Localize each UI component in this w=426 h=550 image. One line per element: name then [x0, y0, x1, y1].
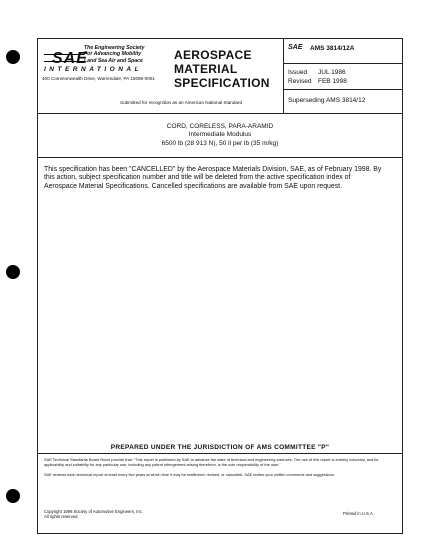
issued-date: JUL 1986 — [318, 69, 346, 76]
tagline-line: Land Sea Air and Space — [84, 57, 143, 64]
society-address: 400 Commonwealth Drive, Warrendale, PA 15096-0001 — [42, 76, 155, 81]
legal-paragraph: SAE reviews each technical report at least every five years at which time it may be reaffirmed, revised, or cancelled. SAE invites your written comments and suggestions. — [44, 471, 335, 477]
international-label: INTERNATIONAL — [44, 66, 143, 73]
legal-paragraph: SAE Technical Standards Board Rules provide that: "This report is published by SAE to advance the state of technical and engineering sciences. The use of this report is entirely voluntary, and its applicability and suitability for any particular use, including any patent infringement arising therefrom, is the sole responsibility of the user." — [44, 457, 379, 468]
title-line: MATERIAL — [174, 62, 238, 76]
subject-line: CORD, CORELESS, PARA-ARAMID — [166, 123, 274, 130]
revised-label: Revised — [288, 78, 312, 85]
document-type-title — [174, 48, 270, 90]
cancellation-notice: This specification has been "CANCELLED" by the Aerospace Materials Division, SAE, as of February 1998. By this action, subject specification number and title will be deleted from the active specification index of Aerospace Material Specifications. Cancelled specifications are available from SAE upon request. — [44, 166, 382, 190]
binder-hole-bottom — [6, 489, 20, 503]
header-right — [283, 39, 403, 113]
small-sae-logo-icon: SAE — [288, 44, 303, 51]
document-number: AMS 3814/12A — [310, 45, 355, 52]
printed-in: Printed in U.S.A. — [343, 511, 374, 516]
document-header — [38, 39, 402, 114]
jurisdiction-statement: PREPARED UNDER THE JURISDICTION OF AMS COMMITTEE "P" — [110, 444, 330, 451]
tagline-line: For Advancing Mobility — [84, 51, 142, 58]
copyright-line: Copyright 1998 Society of Automotive Engineers, Inc. — [44, 509, 143, 514]
divider — [284, 63, 403, 64]
issued-row — [288, 69, 346, 76]
subject-line: 6500 lb (28 913 N), 50 ll per lb (35 m/kg) — [161, 139, 279, 147]
title-line: SPECIFICATION — [174, 76, 270, 90]
divider — [38, 453, 402, 454]
superseding-note: Superseding AMS 3814/12 — [288, 97, 366, 104]
ansi-submission-note: Submitted for recognition as an American National Standard — [120, 100, 243, 105]
revised-date: FEB 1998 — [318, 78, 347, 85]
specification-sheet — [37, 38, 403, 534]
legal-notice — [44, 457, 394, 477]
issued-label: Issued — [288, 69, 308, 76]
copyright-notice — [44, 509, 143, 520]
tagline-line: The Engineering Society — [84, 45, 145, 51]
sae-logo-icon — [44, 46, 88, 67]
binder-hole-top — [6, 50, 20, 64]
divider — [284, 89, 403, 90]
title-line: AEROSPACE — [174, 48, 252, 62]
divider — [38, 157, 402, 158]
subject-line: Intermediate Modulus — [188, 131, 252, 139]
copyright-line: All rights reserved. — [44, 514, 79, 520]
subject-title — [38, 123, 402, 148]
society-tagline — [84, 45, 164, 64]
binder-hole-middle — [6, 265, 20, 279]
revised-row — [288, 78, 347, 85]
logo-text: SAE — [52, 50, 88, 67]
header-left — [38, 39, 283, 113]
